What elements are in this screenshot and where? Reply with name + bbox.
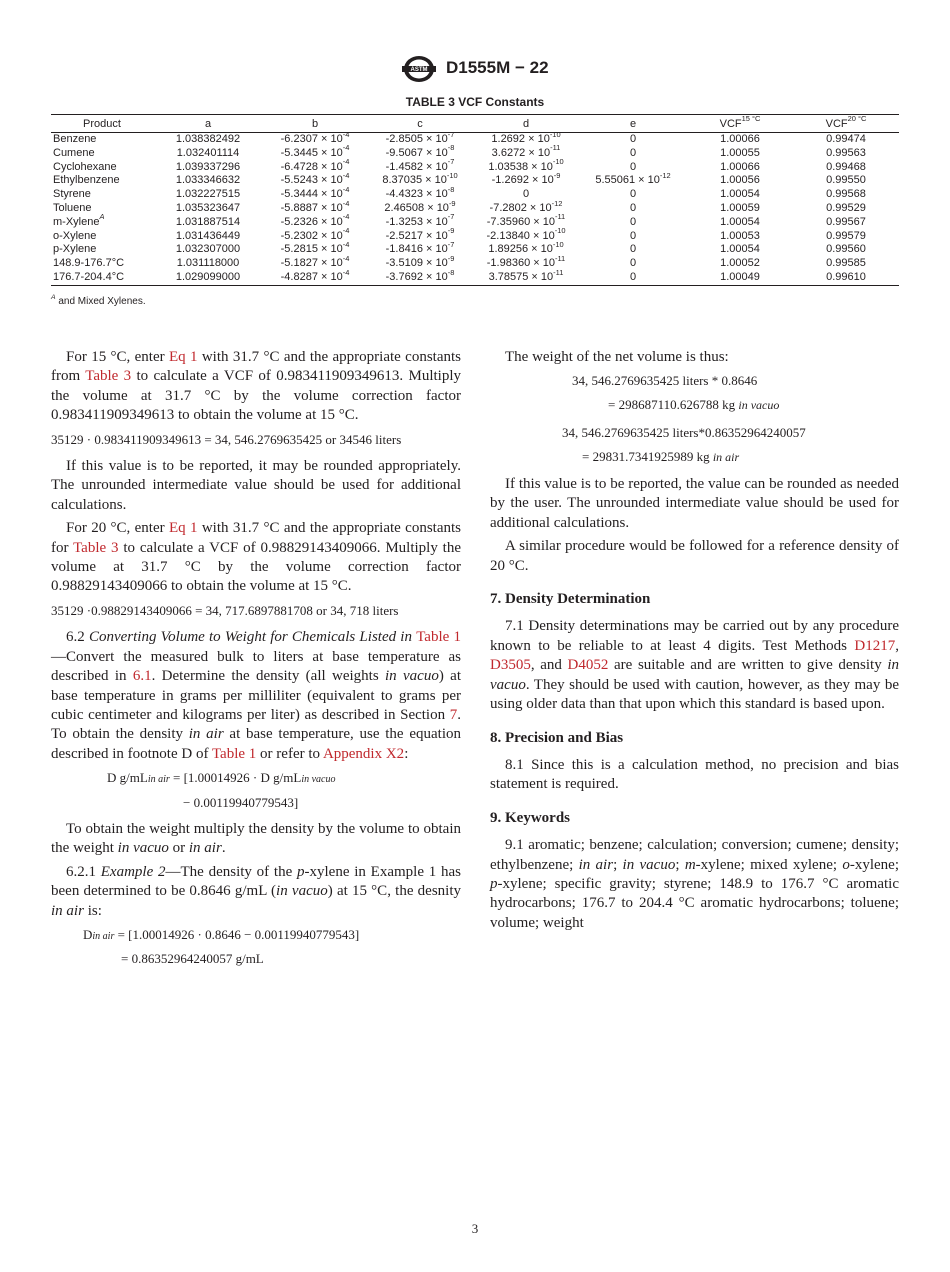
cell-c: $-1.4582 \times 10^{-7}$	[385, 157, 455, 173]
table3-link[interactable]: Table 3	[73, 539, 119, 556]
equation-density-air: D g/mLin air = [1.00014926 · D g/mLin vacuo − 0.00119940779543]	[107, 770, 336, 810]
cell-b: $-5.2815 \times 10^{-4}$	[280, 239, 350, 256]
paragraph-net-volume: The weight of the net volume is thus:	[505, 349, 729, 365]
section-7-heading: 7. Density Determination	[490, 591, 651, 608]
cell-vcf15: 1.00053	[720, 229, 760, 242]
cell-e: 0	[629, 257, 637, 270]
cell-a: 1.035323647	[175, 201, 241, 214]
section-8-heading: 8. Precision and Bias	[490, 729, 624, 746]
table-row	[51, 188, 899, 202]
cell-vcf15: 1.00054	[720, 215, 760, 228]
cell-a: 1.039337296	[175, 160, 241, 173]
cell-vcf20: 0.99567	[826, 215, 866, 228]
equation-weight-air: 34, 546.2769635425 liters*0.86352964240057 = 29831.7341925989 kg in air	[562, 425, 806, 464]
cell-product: Benzene	[53, 133, 97, 145]
cell-c: $-3.7692 \times 10^{-8}$	[367, 271, 473, 285]
cell-vcf20: 0.99563	[826, 146, 866, 159]
cell-d: $1.2692 \times 10^{-10}$	[491, 129, 561, 145]
vcf-constants-table	[51, 114, 899, 286]
cell-c: $-1.3253 \times 10^{-7}$	[385, 212, 455, 228]
cell-c: $8.37035 \times 10^{-10}$	[382, 171, 458, 187]
cell-e: 0	[629, 201, 637, 214]
cell-a: 1.033346632	[175, 174, 241, 187]
table-row	[51, 271, 899, 285]
cell-d: $-1.98360 \times 10^{-11}$	[486, 253, 566, 270]
equation-volume-20: 35129 ·0.98829143409066 = 34, 717.6897881708 or 34, 718 liters	[51, 602, 399, 618]
header-b: b	[263, 115, 367, 133]
table-row	[51, 257, 899, 271]
table-row	[51, 161, 899, 175]
table-row	[51, 230, 899, 244]
appendix-x2-link[interactable]: Appendix X2	[322, 745, 405, 762]
table1-link[interactable]: Table 1	[211, 745, 257, 762]
cell-c: $-3.5109 \times 10^{-9}$	[385, 253, 455, 270]
table-header-row	[51, 115, 899, 133]
cell-product: Cumene	[53, 146, 95, 159]
table3-link[interactable]: Table 3	[85, 368, 132, 385]
cell-d: $-7.35960 \times 10^{-11}$	[486, 212, 566, 228]
header-a: a	[153, 115, 263, 133]
cell-e: $5.55061 \times 10^{-12}$	[595, 171, 671, 187]
cell-product: Styrene	[53, 188, 91, 201]
cell-product: o-Xylene	[53, 229, 97, 242]
paragraph-vcf-20: For 20 °C, enter Eq 1 with 31.7 °C and the appropriate constants for Table 3 to calculate a VCF of 0.98829143409066. Multiply the volume at 31.7 °C by the volume correction factor 0.98829143409066 to obtain the volume at 15 °C.	[51, 520, 461, 595]
cell-d: $-2.13840 \times 10^{-10}$	[486, 226, 566, 242]
cell-vcf20: 0.99474	[826, 133, 866, 145]
header-product: Product	[51, 115, 153, 133]
table-title: TABLE 3 VCF Constants	[405, 95, 545, 109]
cell-c: $-4.4323 \times 10^{-8}$	[385, 184, 455, 201]
cell-vcf20: 0.99610	[793, 271, 899, 285]
cell-a: 1.032227515	[175, 188, 241, 201]
cell-e: 0	[629, 188, 637, 201]
cell-e: 0	[629, 229, 637, 242]
cell-a: 1.032307000	[175, 243, 241, 256]
paragraph-8-1: 8.1 Since this is a calculation method, no precision and bias statement is required.	[490, 756, 899, 793]
table-row	[51, 202, 899, 216]
paragraph-7-1: 7.1 Density determinations may be carried out by any procedure known to be reliable to at least 4 digits. Test Methods D1217, D3505, and D4052 are suitable and are written to give density in vacuo. They should be used with caution, however, as they may be using older data than that upon which this standard is based upon.	[490, 618, 899, 713]
cell-e: 0	[629, 215, 637, 228]
astm-logo	[400, 54, 438, 84]
logo-text: ASTM	[410, 67, 428, 73]
section-6-1-link[interactable]: 6.1	[132, 668, 152, 685]
cell-e: 0	[629, 133, 637, 145]
table-row	[51, 174, 899, 188]
cell-a: 1.038382492	[175, 133, 241, 145]
page-header	[0, 54, 950, 84]
cell-c: $-9.5067 \times 10^{-8}$	[385, 143, 455, 159]
cell-vcf15: 1.00049	[687, 271, 793, 285]
cell-b: $-5.3445 \times 10^{-4}$	[280, 143, 350, 159]
cell-d: $1.03538 \times 10^{-10}$	[488, 157, 564, 173]
cell-product: 176.7-204.4°C	[51, 271, 153, 285]
table-row	[51, 243, 899, 257]
cell-vcf20: 0.99550	[826, 174, 866, 187]
cell-b: $-5.2302 \times 10^{-4}$	[280, 226, 350, 242]
cell-b: $-5.8887 \times 10^{-4}$	[280, 198, 350, 214]
table-row	[51, 147, 899, 161]
cell-c: $-2.5217 \times 10^{-9}$	[385, 226, 455, 242]
header-vcf20: $VCF^{20 ^\circ C}$	[793, 115, 899, 133]
cell-b: $-5.5243 \times 10^{-4}$	[280, 171, 350, 187]
right-column	[490, 348, 899, 937]
cell-vcf20: 0.99529	[826, 201, 866, 214]
cell-b: $-5.3444 \times 10^{-4}$	[280, 184, 350, 201]
cell-vcf15: 1.00066	[720, 160, 760, 173]
cell-product: Cyclohexane	[53, 160, 117, 173]
cell-vcf15: 1.00054	[720, 188, 760, 201]
header-c: c	[367, 115, 473, 133]
cell-product: 148.9-176.7°C	[53, 257, 125, 270]
document-title: D1555M − 22	[446, 58, 549, 77]
cell-product: Ethylbenzene	[53, 174, 120, 187]
cell-b: $-6.2307 \times 10^{-4}$	[280, 129, 350, 145]
cell-vcf15: 1.00059	[720, 201, 760, 214]
d4052-link[interactable]: D4052	[567, 657, 609, 674]
cell-d: $3.78575 \times 10^{-11}$	[473, 271, 579, 285]
d3505-link[interactable]: D3505	[490, 657, 531, 674]
cell-vcf20: 0.99579	[826, 229, 866, 242]
equation-weight-vacuo: 34, 546.2769635425 liters * 0.8646 = 298687110.626788 kg in vacuo	[572, 373, 780, 412]
paragraph-weight: To obtain the weight multiply the density by the volume to obtain the weight in vacuo or in air.	[51, 820, 461, 857]
header-d: d	[473, 115, 579, 133]
cell-vcf15: 1.00054	[720, 243, 760, 256]
cell-d: $3.6272 \times 10^{-11}$	[491, 143, 561, 159]
paragraph-example-2: 6.2.1 Example 2—The density of the p-xylene in Example 1 has been determined to be 0.8646 g/mL (in vacuo) at 15 °C, the desnity in air is:	[51, 863, 462, 919]
cell-d: $-7.2802 \times 10^{-12}$	[489, 198, 563, 214]
cell-a: 1.029099000	[153, 271, 263, 285]
cell-c: $2.46508 \times 10^{-9}$	[384, 198, 456, 214]
cell-e: 0	[629, 243, 637, 256]
cell-vcf20: 0.99585	[826, 257, 866, 270]
paragraph-vcf-15: For 15 °C, enter Eq 1 with 31.7 °C and the appropriate constants from Table 3 to calculate a VCF of 0.983411909349613. Multiply the volume at 31.7 °C by the volume correction factor 0.983411909349613 to obtain the volume at 15 °C.	[51, 349, 461, 424]
cell-b: $-5.1827 \times 10^{-4}$	[280, 253, 350, 270]
cell-vcf15: 1.00052	[720, 257, 760, 270]
cell-c: $-2.8505 \times 10^{-7}$	[385, 129, 455, 145]
eq1-link[interactable]: Eq 1	[168, 349, 198, 365]
cell-a: 1.031436449	[175, 229, 241, 242]
cell-vcf20: 0.99468	[826, 160, 866, 173]
table-row	[51, 216, 899, 230]
cell-b: $-6.4728 \times 10^{-4}$	[280, 157, 350, 173]
cell-e: 0	[629, 160, 637, 173]
section-7-link[interactable]: 7	[449, 706, 458, 723]
d1217-link[interactable]: D1217	[854, 637, 896, 654]
cell-vcf15: 1.00056	[720, 174, 760, 187]
cell-vcf15: 1.00055	[720, 146, 760, 159]
cell-product: p-Xylene	[53, 243, 97, 256]
cell-a: 1.031887514	[175, 215, 241, 228]
equation-example-2: Din air = [1.00014926 · 0.8646 − 0.00119940779543] = 0.86352964240057 g/mL	[83, 926, 360, 967]
header-vcf15: $VCF^{15 ^\circ C}$	[687, 115, 793, 133]
cell-vcf15: 1.00066	[720, 133, 760, 145]
table1-link[interactable]: Table 1	[416, 629, 461, 646]
cell-a: 1.032401114	[176, 146, 240, 159]
cell-product: m-Xylene$^A$	[53, 212, 105, 228]
cell-b: $-4.8287 \times 10^{-4}$	[263, 271, 367, 285]
cell-vcf20: 0.99560	[826, 243, 866, 256]
eq1-link[interactable]: Eq 1	[168, 520, 198, 537]
cell-c: $-1.8416 \times 10^{-7}$	[385, 239, 455, 256]
section-9-heading: 9. Keywords	[490, 809, 570, 826]
equation-volume-15: 35129 · 0.983411909349613 = 34, 546.2769635425 or 34546 liters	[51, 431, 402, 447]
table-footnote: $^A$ and Mixed Xylenes.	[51, 294, 146, 307]
cell-d: $-1.2692 \times 10^{-9}$	[491, 171, 561, 187]
cell-a: 1.031118000	[176, 257, 240, 270]
header-e: e	[579, 115, 687, 133]
cell-product: Toluene	[53, 201, 92, 214]
paragraph-6-2: 6.2 Converting Volume to Weight for Chemicals Listed in Table 1—Convert the measured bulk to liters at base temperature as described in 6.1. Determine the density (all weights in vacuo) at base temperature in grams per milliliter (equivalent to grams per cubic centimeter and kilograms per liter) as described in Section 7. To obtain the density in air at base temperature, use the equation described in footnote D of Table 1 or refer to Appendix X2:	[51, 629, 461, 762]
paragraph-9-1: 9.1 aromatic; benzene; calculation; conversion; cumene; density; ethylbenzene; in air; in vacuo; m-xylene; mixed xylene; o-xylene; p-xylene; specific gravity; styrene; 148.9 to 176.7 °C aromatic hydrocarbons; 176.7 to 204.4 °C aromatic hydrocarbons; toluene; volume; weight	[490, 837, 899, 931]
paragraph-20c: A similar procedure would be followed for a reference density of 20 °C.	[490, 538, 899, 574]
cell-b: $-5.2326 \times 10^{-4}$	[280, 212, 350, 228]
left-column	[51, 348, 461, 977]
page-number: 3	[471, 1221, 479, 1236]
cell-d: 0	[522, 188, 530, 201]
table-row	[51, 133, 899, 147]
cell-e: 0	[629, 146, 637, 159]
paragraph-rounding-right: If this value is to be reported, the value can be rounded as needed by the user. The unrounded intermediate value should be used for additional calculations.	[490, 476, 899, 531]
cell-vcf20: 0.99568	[826, 188, 866, 201]
paragraph-rounding: If this value is to be reported, it may be rounded appropriately. The unrounded intermediate value should be used for additional calculations.	[51, 458, 461, 513]
cell-e: 0	[579, 271, 687, 285]
cell-d: $1.89256 \times 10^{-10}$	[488, 239, 564, 256]
